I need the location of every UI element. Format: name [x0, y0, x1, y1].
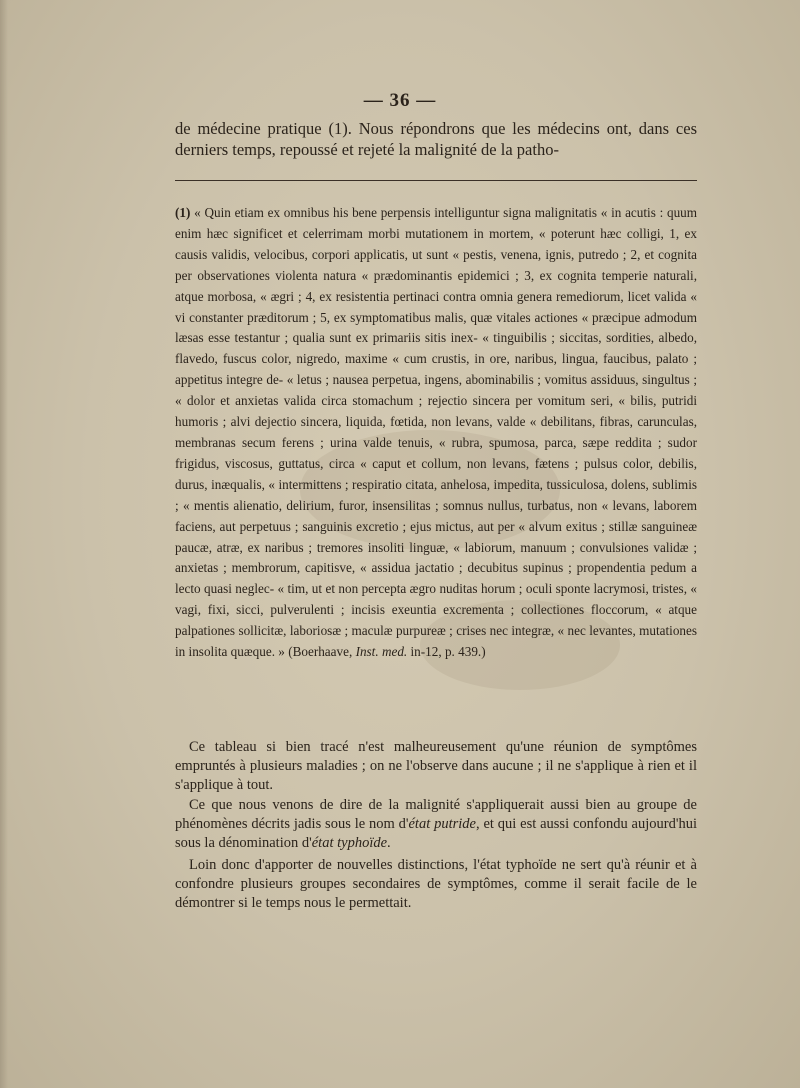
intro-text: de médecine pratique (1). Nous répondrons que les médecins ont, dans ces derniers temps, repoussé et rejeté la malignité de la patho- [175, 119, 697, 159]
paragraph-text: Ce que nous venons de dire de la malignité s'appliquerait aussi bien au groupe de phénomènes décrits jadis sous le nom d' [175, 797, 697, 832]
footnote [175, 203, 697, 663]
footnote-divider [175, 180, 697, 181]
page-edge-shadow [0, 0, 8, 1088]
footnote-marker: (1) [175, 205, 191, 220]
paragraph-conclusion: Loin donc d'apporter de nouvelles distinctions, l'état typhoïde ne sert qu'à réunir et à confondre plusieurs groupes secondaires de symptômes, comme il serait facile de le démontrer si le temps nous le permettait. [175, 857, 697, 911]
paragraph-tableau: Ce tableau si bien tracé n'est malheureusement qu'une réunion de symptômes empruntés à plusieurs maladies ; on ne l'observe dans aucune ; il ne s'applique à rien et il s'applique à tout. [175, 739, 697, 793]
paragraph-text: , et qui est aussi confondu aujourd'hui sous la dénomination d' [175, 816, 697, 851]
footnote-citation-title: Inst. med. [355, 644, 408, 660]
paragraph-etat-putride [175, 796, 697, 853]
term-etat-typhoide: état typhoïde [311, 835, 388, 851]
footnote-citation-rest: in-12, p. 439.) [410, 644, 486, 660]
paragraph-text: . [387, 835, 391, 851]
footnote-quote: « Quin etiam ex omnibus his bene perpensis intelliguntur signa malignitatis « in acutis : quum enim hæc significet et celerrimam morbi mutationem in mortem, « poterunt hæc colligi, 1, ex causis validis, velocibus, corpori applicatis, ut sunt « pestis, venena, ignis, putredo ; 2, et cognita per observationes violenta natura « prædominantis epidemici ; 3, ex cognita temperie naturali, atque morbosa, « ægri ; 4, ex resistentia pertinaci contra omnia genera remediorum, licet valida « vi constanter præditorum ; 5, ex symptomatibus malis, quæ vitales actiones « præcipue admodum læsas esse testantur ; qualia sunt ex primariis sitis inex- « tinguibilis ; siccitas, sordities, albedo, flavedo, fuscus color, nigredo, maxime « cum crustis, in ore, naribus, lingua, faucibus, palato ; appetitus integre de- « letus ; nausea perpetua, ingens, abominabilis ; vomitus assiduus, singultus ; « dolor et anxietas valida circa stomachum ; rejectio sincera per vomitum seri, « bilis, putridi humoris ; alvi dejectio sincera, liquida, fœtida, non levans, valde « debilitans, fibras, carunculas, membranas secum ferens ; urina valde tenuis, « rubra, spumosa, parca, sæpe reddita ; sudor frigidus, viscosus, guttatus, circa « caput et collum, non levans, fætens ; pulsus color, debilis, durus, inæqualis, « intermittens ; respiratio citata, anhelosa, impedita, tussiculosa, dolens, sublimis ; « mentis alienatio, delirium, furor, insensilitas ; somnus nullus, turbatus, non « levans, laborem faciens, aut perpetuus ; sanguinis excretio ; ejus mictus, aut per « alvum exitus ; stillæ sanguineæ paucæ, atræ, ex naribus ; tremores insoliti linguæ, « labiorum, manuum ; convulsiones validæ ; anxietas ; membrorum, capitisve, « assidua jactatio ; decubitus supinus ; propendentia pedum a lecto quasi neglec- « tim, ut et non percepta ægro nuditas horum ; oculi sponte lacrymosi, tristes, « vagi, fixi, sicci, pulverulenti ; incisis exeuntia excrementa ; collectiones floccorum, « atque palpationes sollicitæ, laboriosæ ; maculæ purpureæ ; crises nec integræ, « nec levantes, mutationes in insolita quæque. » (Boerhaave, [175, 205, 698, 660]
term-etat-putride: état putride [408, 816, 476, 832]
page-number: — 36 — [363, 90, 437, 111]
